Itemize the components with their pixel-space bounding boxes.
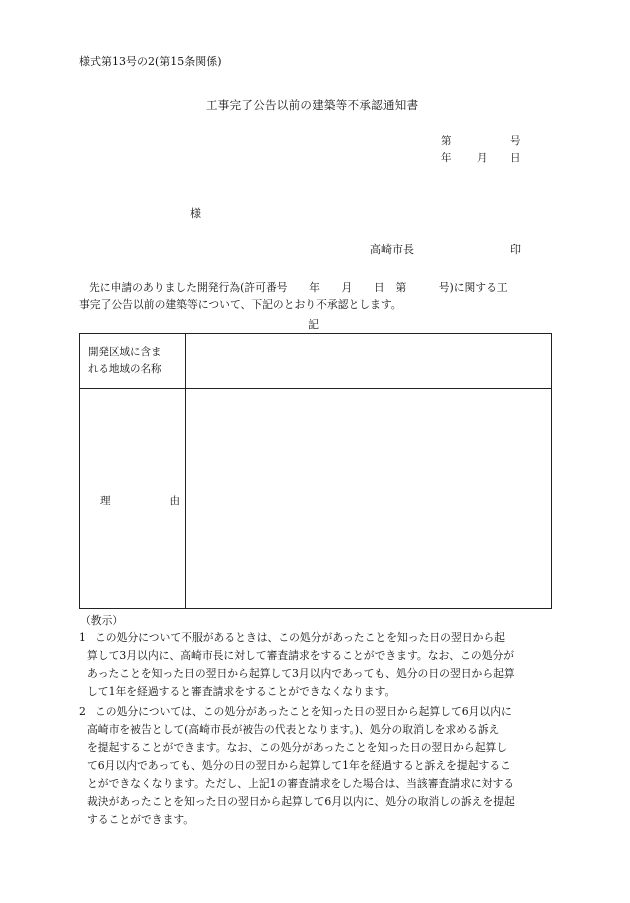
area-name-label-line1: 開発区域に含ま <box>88 346 162 358</box>
table-vertical-divider <box>185 334 186 608</box>
table-horizontal-divider <box>80 388 551 389</box>
instruction-item-1-line: この処分について不服があるときは、この処分があったことを知った日の翌日から起 <box>95 631 505 644</box>
instruction-item-2 <box>79 703 557 829</box>
reason-label <box>100 493 180 508</box>
document-title: 工事完了公告以前の建築等不承認通知書 <box>206 98 419 112</box>
reason-label-a: 理 <box>100 495 111 507</box>
instruction-item-1 <box>79 629 557 701</box>
body-line-1: 先に申請のありました開発行為(許可番号 年 月 日 第 号)に関する工 <box>89 281 508 294</box>
doc-number-dai: 第 <box>441 135 452 147</box>
instruction-item-1-line: して1年を経過すると審査請求をすることができなくなります。 <box>87 685 396 698</box>
instruction-item-2-line: て6月以内であっても、処分の日の翌日から起算して1年を経過すると訴えを提起するこ <box>87 759 511 772</box>
sender-name: 高崎市長 <box>370 243 414 256</box>
body-paragraph <box>79 279 551 313</box>
instruction-item-2-line: することができます。 <box>87 813 195 826</box>
instruction-item-2-line: 裁決があったことを知った日の翌日から起算して6月以内に、処分の取消しの訴えを提起 <box>87 795 515 808</box>
ki-heading: 記 <box>308 318 319 331</box>
instruction-item-1-number: 1 <box>79 631 86 644</box>
date-day: 日 <box>510 152 521 164</box>
details-table <box>79 333 552 609</box>
sender-seal: 印 <box>510 243 521 256</box>
body-line-2: 事完了公告以前の建築等について、下記のとおり不承認とします。 <box>79 298 402 311</box>
instruction-item-2-line: とができなくなります。ただし、上記1の審査請求をした場合は、当該審査請求に対する <box>87 777 515 790</box>
instruction-item-2-number: 2 <box>79 705 86 718</box>
date-month: 月 <box>477 152 488 164</box>
doc-number-go: 号 <box>510 135 521 147</box>
area-name-label-line2: れる地域の名称 <box>88 363 162 375</box>
addressee-suffix: 様 <box>190 207 201 220</box>
instruction-item-2-line: この処分については、この処分があったことを知った日の翌日から起算して6月以内に <box>95 705 512 718</box>
form-number: 様式第13号の2(第15条関係) <box>79 55 222 68</box>
instruction-item-1-line: 算して3月以内に、高崎市長に対して審査請求をすることができます。なお、この処分が <box>87 649 515 662</box>
date-year: 年 <box>441 152 452 164</box>
instruction-item-2-line: 高崎市を被告として(高崎市長が被告の代表となります。)、処分の取消しを求める訴え <box>87 723 500 736</box>
reason-label-b: 由 <box>169 495 180 507</box>
area-name-label <box>88 344 180 378</box>
instruction-item-2-line: を提起することができます。なお、この処分があったことを知った日の翌日から起算し <box>87 741 508 754</box>
instructions-heading: （教示） <box>80 614 124 627</box>
instruction-item-1-line: あったことを知った日の翌日から起算して3月以内であっても、処分の日の翌日から起算 <box>87 667 515 680</box>
